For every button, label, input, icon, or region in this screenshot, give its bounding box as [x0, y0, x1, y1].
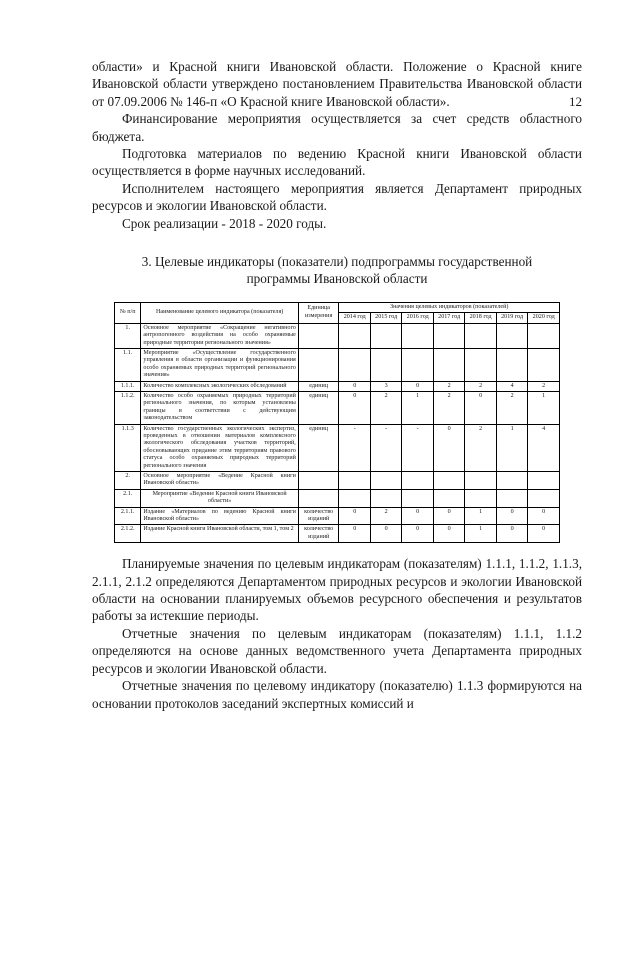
cell-value: 4 — [496, 381, 527, 391]
cell-value: 2 — [370, 391, 401, 424]
cell-value — [496, 323, 527, 348]
cell-value: 0 — [433, 424, 464, 471]
cell-unit: единиц — [298, 391, 339, 424]
header-year: 2019 год — [496, 313, 527, 323]
cell-value: 2 — [370, 507, 401, 525]
cell-num: 2.1.1. — [115, 507, 141, 525]
table-row — [115, 424, 560, 471]
cell-value — [402, 489, 433, 507]
cell-value: 0 — [339, 391, 370, 424]
header-year: 2016 год — [402, 313, 433, 323]
table-row — [115, 507, 560, 525]
cell-value — [433, 489, 464, 507]
cell-value: 1 — [402, 391, 433, 424]
body-text-bottom — [92, 555, 582, 712]
table-body — [115, 323, 560, 543]
cell-value: 1 — [496, 424, 527, 471]
cell-value: 2 — [528, 381, 560, 391]
cell-value: 2 — [496, 391, 527, 424]
section-heading — [92, 253, 582, 288]
cell-value — [339, 489, 370, 507]
table-head — [115, 302, 560, 323]
cell-value: 0 — [433, 507, 464, 525]
header-year: 2014 год — [339, 313, 370, 323]
paragraph: Отчетные значения по целевым индикаторам (показателям) 1.1.1, 1.1.2 определяются на основе данных ведомственного учета Департамента природных ресурсов и экологии Ивановской области. — [92, 625, 582, 676]
cell-unit — [298, 348, 339, 381]
paragraph: области» и Красной книги Ивановской области. Положение о Красной книге Ивановской области утверждено постановлением Правительства Ивановской области от 07.09.2006 № 146-п «О Красной книге Ивановской области». — [92, 59, 582, 109]
cell-value: 0 — [496, 507, 527, 525]
cell-unit: единиц — [298, 381, 339, 391]
section-heading-line-2: программы Ивановской области — [246, 271, 428, 287]
page-number: 12 — [569, 94, 582, 109]
cell-value — [465, 323, 496, 348]
cell-value: 2 — [433, 381, 464, 391]
cell-value — [528, 489, 560, 507]
cell-value — [433, 472, 464, 490]
cell-value: - — [402, 424, 433, 471]
cell-value: - — [339, 424, 370, 471]
cell-value — [339, 472, 370, 490]
cell-value — [528, 348, 560, 381]
cell-unit — [298, 489, 339, 507]
cell-value: - — [370, 424, 401, 471]
cell-value: 0 — [528, 525, 560, 543]
cell-value — [433, 348, 464, 381]
cell-value — [465, 348, 496, 381]
cell-name: Издание «Материалов по ведению Красной книги Ивановской области» — [141, 507, 298, 525]
cell-value: 0 — [402, 525, 433, 543]
cell-value — [496, 489, 527, 507]
cell-num: 1.1.3 — [115, 424, 141, 471]
paragraph: Планируемые значения по целевым индикаторам (показателям) 1.1.1, 1.1.2, 1.1.3, 2.1.1, 2.1.2 определяются Департаментом природных ресурсов и экологии Ивановской области на основании планируемых объемов ресурсного обеспечения и результатов работы за истекшие периоды. — [92, 556, 582, 624]
cell-value: 2 — [433, 391, 464, 424]
cell-value: 1 — [465, 525, 496, 543]
cell-value — [370, 348, 401, 381]
cell-value: 0 — [465, 391, 496, 424]
paragraph: Отчетные значения по целевому индикатору (показателю) 1.1.3 формируются на основании протоколов заседаний экспертных комиссий и — [92, 678, 582, 711]
cell-value: 0 — [528, 507, 560, 525]
cell-name: Мероприятие «Ведение Красной книги Ивановской области» — [141, 489, 298, 507]
table-row — [115, 348, 560, 381]
cell-value: 0 — [496, 525, 527, 543]
header-year: 2020 год — [528, 313, 560, 323]
cell-num: 1.1.2. — [115, 391, 141, 424]
cell-value: 1 — [528, 391, 560, 424]
body-text-top — [92, 58, 582, 232]
cell-unit: количество изданий — [298, 525, 339, 543]
cell-num: 2. — [115, 472, 141, 490]
cell-num: 2.1. — [115, 489, 141, 507]
cell-value: 0 — [402, 381, 433, 391]
cell-name: Основное мероприятие «Ведение Красной книги Ивановской области» — [141, 472, 298, 490]
cell-name: Количество особо охраняемых природных территорий регионального значения, по которым установлены границы в соответствии с действующим законодательством — [141, 391, 298, 424]
cell-value: 0 — [339, 525, 370, 543]
table-header-row — [115, 302, 560, 312]
cell-value — [339, 323, 370, 348]
header-unit: Единица измерения — [298, 302, 339, 323]
cell-unit: количество изданий — [298, 507, 339, 525]
cell-num: 2.1.2. — [115, 525, 141, 543]
paragraph: Подготовка материалов по ведению Красной книги Ивановской области осуществляется в форме научных исследований. — [92, 146, 582, 179]
cell-value: 3 — [370, 381, 401, 391]
table-row — [115, 489, 560, 507]
cell-value: 0 — [433, 525, 464, 543]
cell-value — [496, 472, 527, 490]
section-heading-line-1: 3. Целевые индикаторы (показатели) подпрограммы государственной — [141, 254, 533, 270]
cell-name: Основное мероприятие «Сокращение негативного антропогенного воздействия на особо охраняемые природные территории регионального значения» — [141, 323, 298, 348]
document-page — [0, 58, 640, 963]
cell-value — [433, 323, 464, 348]
cell-value — [465, 472, 496, 490]
cell-name: Количество государственных экологических экспертиз, проведенных в отношении материалов комплексного экологического обследования участков территорий, обосновывающих придание этим территориям правового статуса особо охраняемых природных территорий регионального значения — [141, 424, 298, 471]
cell-value — [339, 348, 370, 381]
header-num: № п/п — [115, 302, 141, 323]
cell-value: 2 — [465, 424, 496, 471]
table-row — [115, 525, 560, 543]
cell-value: 4 — [528, 424, 560, 471]
cell-value — [528, 323, 560, 348]
cell-value: 0 — [339, 381, 370, 391]
cell-unit — [298, 323, 339, 348]
table-row — [115, 391, 560, 424]
cell-value: 0 — [402, 507, 433, 525]
header-values-group: Значения целевых индикаторов (показателей) — [339, 302, 560, 312]
header-year: 2017 год — [433, 313, 464, 323]
cell-value — [402, 348, 433, 381]
table-row — [115, 472, 560, 490]
cell-unit — [298, 472, 339, 490]
table-row — [115, 381, 560, 391]
cell-value — [496, 348, 527, 381]
cell-num: 1. — [115, 323, 141, 348]
header-name: Наименование целевого индикатора (показателя) — [141, 302, 298, 323]
cell-value — [528, 472, 560, 490]
cell-value — [465, 489, 496, 507]
cell-value — [370, 489, 401, 507]
cell-value — [370, 323, 401, 348]
paragraph: Срок реализации - 2018 - 2020 годы. — [122, 215, 327, 231]
cell-value: 1 — [465, 507, 496, 525]
header-year: 2015 год — [370, 313, 401, 323]
table-row — [115, 323, 560, 348]
indicators-table — [114, 302, 560, 543]
cell-value: 2 — [465, 381, 496, 391]
cell-name: Издание Красной книги Ивановской области, том 1, том 2 — [141, 525, 298, 543]
header-year: 2018 год — [465, 313, 496, 323]
cell-value: 0 — [370, 525, 401, 543]
cell-value — [402, 472, 433, 490]
cell-value: 0 — [339, 507, 370, 525]
cell-num: 1.1. — [115, 348, 141, 381]
cell-value — [370, 472, 401, 490]
paragraph: Исполнителем настоящего мероприятия является Департамент природных ресурсов и экологии Ивановской области. — [92, 180, 582, 214]
paragraph: Финансирование мероприятия осуществляется за счет средств областного бюджета. — [92, 111, 582, 144]
cell-value — [402, 323, 433, 348]
cell-name: Мероприятие «Осуществление государственного управления в области организации и функционирования особо охраняемых природных территорий регионального значения» — [141, 348, 298, 381]
cell-unit: единиц — [298, 424, 339, 471]
cell-name: Количество комплексных экологических обследований — [141, 381, 298, 391]
cell-num: 1.1.1. — [115, 381, 141, 391]
